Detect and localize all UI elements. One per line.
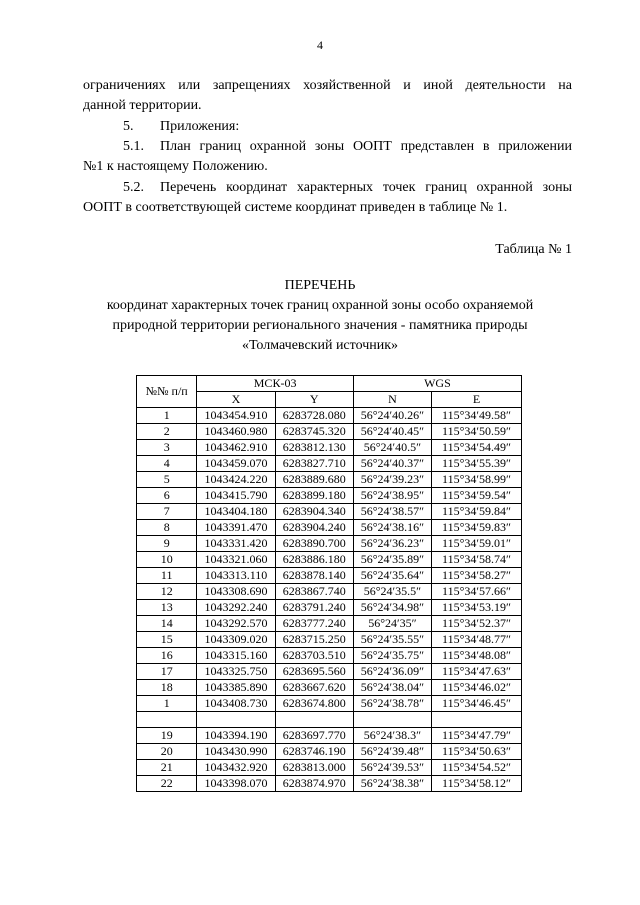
table-row: [137, 504, 522, 520]
point-number-cell: 13: [137, 600, 197, 616]
msk-y-cell: 6283904.240: [275, 520, 353, 536]
msk-x-cell: 1043394.190: [197, 728, 275, 744]
header-wgs: WGS: [353, 376, 521, 392]
table-body: [137, 408, 522, 792]
point-number-cell: 19: [137, 728, 197, 744]
coordinates-table: [136, 375, 522, 792]
wgs-n-cell: 56°24′40.45″: [353, 424, 431, 440]
table-row: [137, 424, 522, 440]
wgs-e-cell: 115°34′59.01″: [432, 536, 522, 552]
msk-x-cell: 1043404.180: [197, 504, 275, 520]
msk-x-cell: 1043408.730: [197, 696, 275, 712]
point-number-cell: 16: [137, 648, 197, 664]
msk-y-cell: 6283890.700: [275, 536, 353, 552]
wgs-n-cell: 56°24′36.23″: [353, 536, 431, 552]
header-num: №№ п/п: [137, 376, 197, 408]
msk-x-cell: 1043415.790: [197, 488, 275, 504]
point-number-cell: 20: [137, 744, 197, 760]
point-number-cell: 5: [137, 472, 197, 488]
table-row: [137, 536, 522, 552]
wgs-n-cell: 56°24′35.89″: [353, 552, 431, 568]
msk-y-cell: 6283874.970: [275, 776, 353, 792]
point-number-cell: 21: [137, 760, 197, 776]
point-number-cell: 18: [137, 680, 197, 696]
title-line: координат характерных точек границ охранной зоны особо охраняемой: [106, 298, 534, 313]
title-line: «Толмачевский источник»: [241, 338, 399, 353]
msk-x-cell: 1043430.990: [197, 744, 275, 760]
table-row: [137, 760, 522, 776]
table-row: [137, 520, 522, 536]
wgs-e-cell: 115°34′52.37″: [432, 616, 522, 632]
point-number-cell: [137, 712, 197, 728]
title-line: ПЕРЕЧЕНЬ: [284, 278, 356, 293]
wgs-e-cell: 115°34′59.83″: [432, 520, 522, 536]
wgs-e-cell: 115°34′47.63″: [432, 664, 522, 680]
msk-y-cell: 6283867.740: [275, 584, 353, 600]
msk-y-cell: 6283777.240: [275, 616, 353, 632]
wgs-n-cell: 56°24′38.04″: [353, 680, 431, 696]
wgs-n-cell: 56°24′35″: [353, 616, 431, 632]
header-e: E: [432, 392, 522, 408]
msk-y-cell: 6283812.130: [275, 440, 353, 456]
header-msk: МСК-03: [197, 376, 353, 392]
wgs-e-cell: 115°34′49.58″: [432, 408, 522, 424]
point-number-cell: 14: [137, 616, 197, 632]
msk-x-cell: 1043454.910: [197, 408, 275, 424]
msk-x-cell: 1043398.070: [197, 776, 275, 792]
msk-x-cell: 1043309.020: [197, 632, 275, 648]
paragraph-line: ограничениях или запрещениях хозяйственной и иной деятельности на: [83, 78, 572, 93]
msk-y-cell: 6283886.180: [275, 552, 353, 568]
msk-x-cell: 1043292.240: [197, 600, 275, 616]
table-row: [137, 616, 522, 632]
section-5-2: [83, 178, 572, 198]
point-number-cell: 11: [137, 568, 197, 584]
msk-x-cell: 1043313.110: [197, 568, 275, 584]
msk-x-cell: 1043292.570: [197, 616, 275, 632]
table-row: [137, 408, 522, 424]
msk-x-cell: 1043462.910: [197, 440, 275, 456]
page-number: 4: [317, 38, 323, 52]
msk-y-cell: [275, 712, 353, 728]
point-number-cell: 12: [137, 584, 197, 600]
msk-x-cell: 1043391.470: [197, 520, 275, 536]
point-number-cell: 4: [137, 456, 197, 472]
msk-y-cell: 6283695.560: [275, 664, 353, 680]
table-row: [137, 568, 522, 584]
msk-y-cell: 6283813.000: [275, 760, 353, 776]
wgs-e-cell: 115°34′50.63″: [432, 744, 522, 760]
point-number-cell: 9: [137, 536, 197, 552]
wgs-n-cell: 56°24′38.38″: [353, 776, 431, 792]
section-5-1: [83, 137, 572, 157]
point-number-cell: 17: [137, 664, 197, 680]
msk-x-cell: 1043321.060: [197, 552, 275, 568]
wgs-e-cell: 115°34′59.84″: [432, 504, 522, 520]
point-number-cell: 15: [137, 632, 197, 648]
wgs-n-cell: 56°24′40.37″: [353, 456, 431, 472]
section-5: [83, 117, 572, 137]
msk-x-cell: 1043432.920: [197, 760, 275, 776]
wgs-n-cell: 56°24′38.78″: [353, 696, 431, 712]
wgs-e-cell: 115°34′58.74″: [432, 552, 522, 568]
table-row: [137, 440, 522, 456]
wgs-n-cell: 56°24′39.23″: [353, 472, 431, 488]
wgs-n-cell: 56°24′40.26″: [353, 408, 431, 424]
msk-x-cell: 1043308.690: [197, 584, 275, 600]
wgs-e-cell: 115°34′54.49″: [432, 440, 522, 456]
point-number-cell: 6: [137, 488, 197, 504]
msk-x-cell: 1043459.070: [197, 456, 275, 472]
wgs-n-cell: 56°24′39.53″: [353, 760, 431, 776]
wgs-e-cell: 115°34′46.45″: [432, 696, 522, 712]
table-row: [137, 456, 522, 472]
msk-y-cell: 6283899.180: [275, 488, 353, 504]
wgs-n-cell: 56°24′35.64″: [353, 568, 431, 584]
table-row: [137, 712, 522, 728]
msk-y-cell: 6283827.710: [275, 456, 353, 472]
wgs-e-cell: [432, 712, 522, 728]
paragraph-line: №1 к настоящему Положению.: [83, 159, 268, 174]
wgs-e-cell: 115°34′54.52″: [432, 760, 522, 776]
section-number: 5.2.: [123, 180, 144, 195]
msk-y-cell: 6283728.080: [275, 408, 353, 424]
wgs-n-cell: 56°24′34.98″: [353, 600, 431, 616]
table-row: [137, 648, 522, 664]
msk-y-cell: 6283715.250: [275, 632, 353, 648]
wgs-e-cell: 115°34′48.08″: [432, 648, 522, 664]
section-text: Перечень координат характерных точек границ охранной зоны: [160, 180, 572, 195]
wgs-n-cell: 56°24′39.48″: [353, 744, 431, 760]
msk-y-cell: 6283889.680: [275, 472, 353, 488]
title-line: природной территории регионального значения - памятника природы: [112, 318, 528, 333]
table-row: [137, 584, 522, 600]
msk-x-cell: 1043315.160: [197, 648, 275, 664]
point-number-cell: 7: [137, 504, 197, 520]
table-row: [137, 776, 522, 792]
msk-x-cell: 1043331.420: [197, 536, 275, 552]
point-number-cell: 10: [137, 552, 197, 568]
msk-y-cell: 6283904.340: [275, 504, 353, 520]
wgs-e-cell: 115°34′47.79″: [432, 728, 522, 744]
table-row: [137, 600, 522, 616]
wgs-n-cell: 56°24′38.3″: [353, 728, 431, 744]
section-number: 5.: [123, 119, 134, 134]
msk-y-cell: 6283697.770: [275, 728, 353, 744]
wgs-e-cell: 115°34′58.27″: [432, 568, 522, 584]
wgs-n-cell: 56°24′38.57″: [353, 504, 431, 520]
point-number-cell: 3: [137, 440, 197, 456]
msk-y-cell: 6283667.620: [275, 680, 353, 696]
table-row: [137, 728, 522, 744]
msk-y-cell: 6283703.510: [275, 648, 353, 664]
wgs-e-cell: 115°34′53.19″: [432, 600, 522, 616]
paragraph-line: ООПТ в соответствующей системе координат приведен в таблице № 1.: [83, 200, 508, 215]
table-title: [0, 276, 640, 356]
wgs-e-cell: 115°34′58.12″: [432, 776, 522, 792]
header-n: N: [353, 392, 431, 408]
point-number-cell: 1: [137, 408, 197, 424]
paragraph-line: данной территории.: [83, 98, 202, 113]
wgs-n-cell: 56°24′35.75″: [353, 648, 431, 664]
table-label: Таблица № 1: [495, 242, 572, 257]
header-x: X: [197, 392, 275, 408]
wgs-n-cell: 56°24′38.16″: [353, 520, 431, 536]
section-text: Приложения:: [160, 119, 240, 134]
wgs-e-cell: 115°34′46.02″: [432, 680, 522, 696]
table-row: [137, 664, 522, 680]
wgs-n-cell: 56°24′35.55″: [353, 632, 431, 648]
msk-x-cell: 1043385.890: [197, 680, 275, 696]
msk-y-cell: 6283745.320: [275, 424, 353, 440]
section-number: 5.1.: [123, 139, 144, 154]
msk-x-cell: 1043424.220: [197, 472, 275, 488]
wgs-e-cell: 115°34′57.66″: [432, 584, 522, 600]
wgs-n-cell: 56°24′35.5″: [353, 584, 431, 600]
wgs-e-cell: 115°34′58.99″: [432, 472, 522, 488]
wgs-e-cell: 115°34′48.77″: [432, 632, 522, 648]
section-text: План границ охранной зоны ООПТ представлен в приложении: [160, 139, 572, 154]
msk-x-cell: 1043325.750: [197, 664, 275, 680]
wgs-e-cell: 115°34′50.59″: [432, 424, 522, 440]
wgs-n-cell: 56°24′38.95″: [353, 488, 431, 504]
point-number-cell: 1: [137, 696, 197, 712]
wgs-e-cell: 115°34′55.39″: [432, 456, 522, 472]
wgs-n-cell: 56°24′36.09″: [353, 664, 431, 680]
msk-y-cell: 6283674.800: [275, 696, 353, 712]
table-row: [137, 696, 522, 712]
msk-y-cell: 6283791.240: [275, 600, 353, 616]
header-y: Y: [275, 392, 353, 408]
point-number-cell: 22: [137, 776, 197, 792]
wgs-n-cell: 56°24′40.5″: [353, 440, 431, 456]
table-row: [137, 632, 522, 648]
table-row: [137, 552, 522, 568]
msk-x-cell: [197, 712, 275, 728]
msk-x-cell: 1043460.980: [197, 424, 275, 440]
point-number-cell: 8: [137, 520, 197, 536]
table-row: [137, 680, 522, 696]
wgs-n-cell: [353, 712, 431, 728]
table-row: [137, 472, 522, 488]
table-row: [137, 488, 522, 504]
msk-y-cell: 6283878.140: [275, 568, 353, 584]
wgs-e-cell: 115°34′59.54″: [432, 488, 522, 504]
table-row: [137, 744, 522, 760]
point-number-cell: 2: [137, 424, 197, 440]
msk-y-cell: 6283746.190: [275, 744, 353, 760]
